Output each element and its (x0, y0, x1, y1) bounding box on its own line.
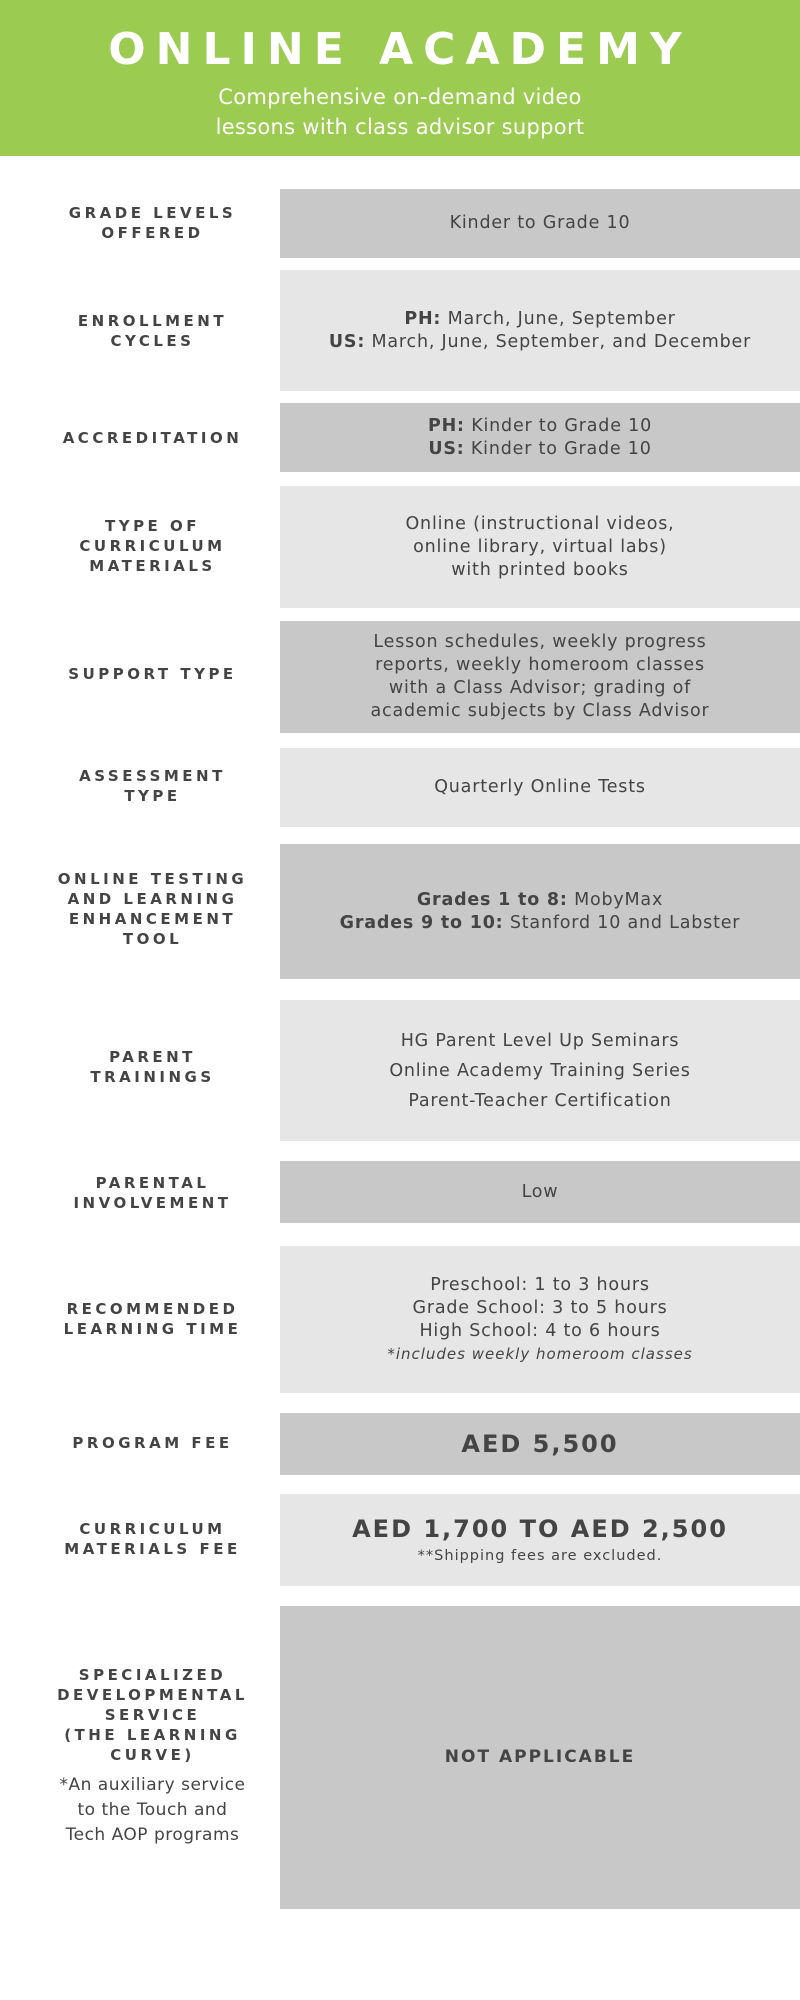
program-fee-label: PROGRAM FEE (72, 1434, 233, 1452)
enrollment-cycles-label: ENROLLMENT CYCLES (77, 312, 228, 350)
curriculum-materials-label: TYPE OF CURRICULUM MATERIALS (79, 517, 226, 575)
grade-levels-value: Kinder to Grade 10 (280, 189, 800, 258)
page-subtitle (0, 82, 800, 142)
materials-fee-label: CURRICULUM MATERIALS FEE (64, 1520, 241, 1558)
testing-tool-value: Grades 1 to 8: MobyMax Grades 9 to 10: Stanford 10 and Labster (280, 844, 800, 979)
learning-time-label: RECOMMENDED LEARNING TIME (63, 1300, 242, 1338)
parental-involvement-value: Low (280, 1161, 800, 1223)
learning-time-value: Preschool: 1 to 3 hours Grade School: 3 to 5 hours High School: 4 to 6 hours *includes weekly homeroom classes (280, 1246, 800, 1393)
curriculum-materials-value: Online (instructional videos, online library, virtual labs) with printed books (280, 486, 800, 608)
materials-fee-value: AED 1,700 TO AED 2,500 **Shipping fees are excluded. (280, 1494, 800, 1586)
grade-levels-label: GRADE LEVELS OFFERED (68, 204, 237, 242)
accreditation-label: ACCREDITATION (62, 429, 243, 447)
subtitle-line: lessons with class advisor support (215, 115, 585, 139)
specialized-service-label: SPECIALIZED DEVELOPMENTAL SERVICE (THE LEARNING CURVE) *An auxiliary service to the Touch and Tech AOP programs (40, 1665, 265, 1848)
program-fee-value: AED 5,500 (280, 1413, 800, 1475)
assessment-type-value: Quarterly Online Tests (280, 748, 800, 827)
support-type-value: Lesson schedules, weekly progress reports, weekly homeroom classes with a Class Advisor; grading of academic subjects by Class Advisor (280, 621, 800, 733)
auxiliary-note: *An auxiliary service to the Touch and Tech AOP programs (59, 1775, 246, 1845)
subtitle-line: Comprehensive on-demand video (218, 85, 582, 109)
support-type-label: SUPPORT TYPE (68, 665, 237, 683)
assessment-type-label: ASSESSMENT TYPE (79, 767, 226, 805)
parent-trainings-label: PARENT TRAININGS (90, 1048, 215, 1086)
accreditation-value: PH: Kinder to Grade 10 US: Kinder to Grade 10 (280, 403, 800, 472)
parental-involvement-label: PARENTAL INVOLVEMENT (73, 1174, 232, 1212)
enrollment-cycles-value: PH: March, June, September US: March, June, September, and December (280, 270, 800, 391)
testing-tool-label: ONLINE TESTING AND LEARNING ENHANCEMENT TOOL (57, 870, 248, 948)
page-title: ONLINE ACADEMY (108, 24, 692, 75)
parent-trainings-value: HG Parent Level Up Seminars Online Academy Training Series Parent-Teacher Certification (280, 1000, 800, 1141)
header-banner (0, 0, 800, 156)
specialized-service-value: NOT APPLICABLE (280, 1606, 800, 1909)
